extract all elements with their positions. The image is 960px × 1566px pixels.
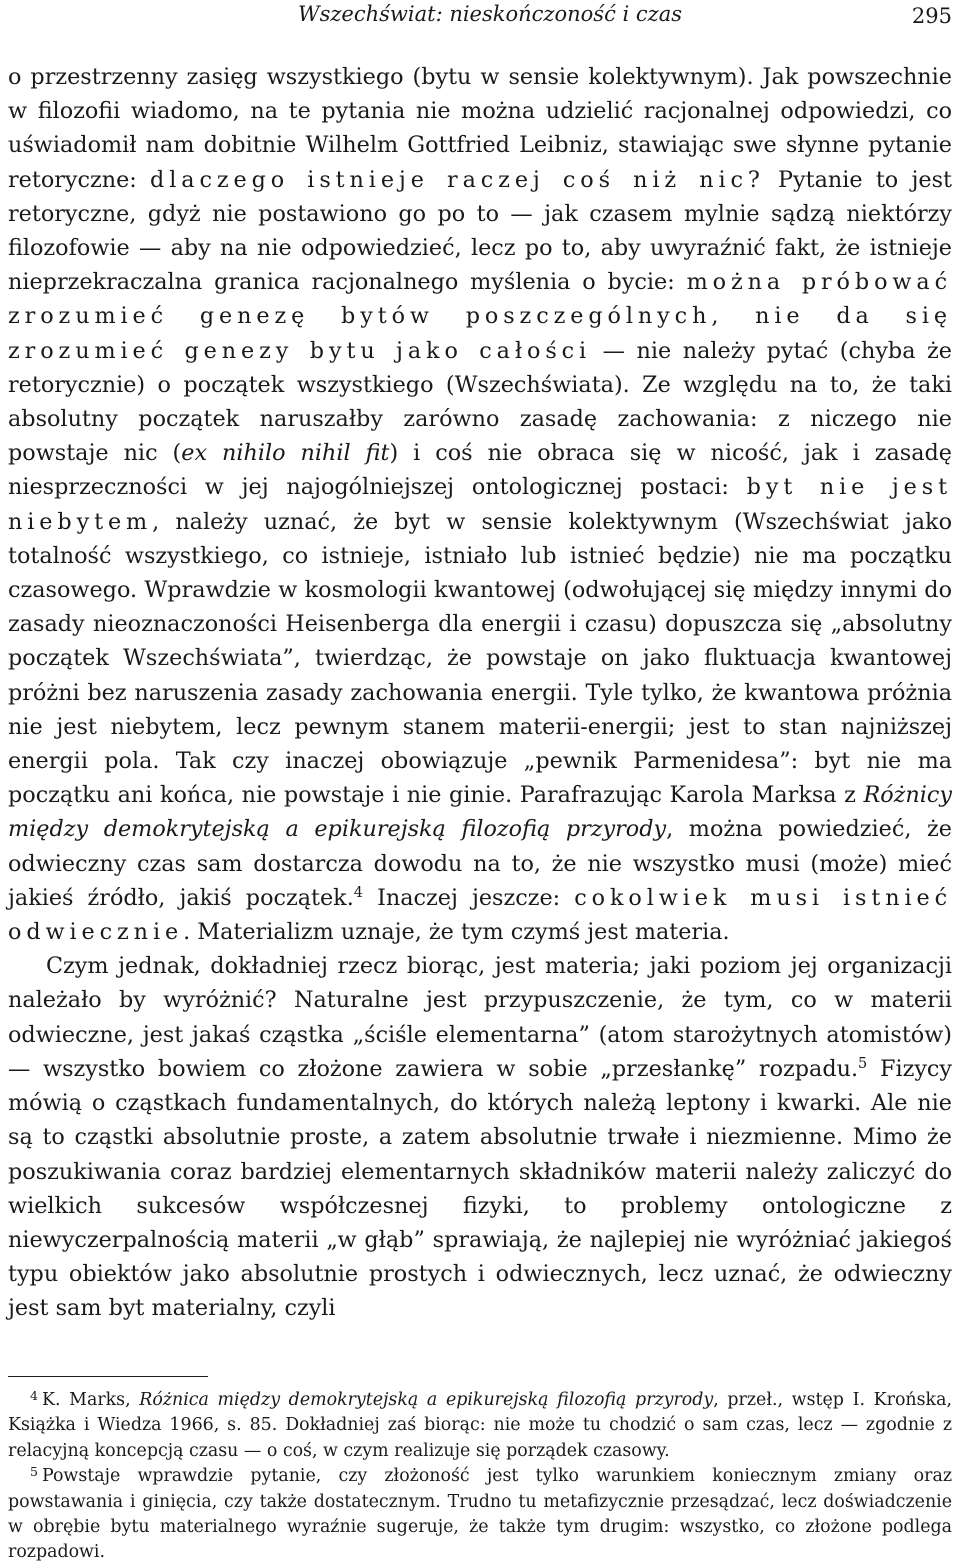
paragraph xyxy=(8,949,952,1325)
text-run: , należy uznać, że byt w sensie kolektywnym (Wszechświat jako totalność wszystkiego, co istnieje, istniało lub istnieć będzie) nie ma początku czasowego. Wprawdzie w kosmologii kwantowej (odwołującej się między innymi do zasady nieoznaczoności Heisenberga dla energii i czasu) dopuszcza się „absolutny początek Wszechświata”, twierdząc, że powstaje on jako fluktuacja kwantowej próżni bez naruszenia zasady zachowania energii. Tyle tylko, że kwantowa próżnia nie jest niebytem, lecz pewnym stanem materii-energii; jest to stan najniższej energii pola. Tak czy inaczej obowiązuje „pewnik Parmenidesa”: byt nie ma początku ani końca, nie powstaje i nie ginie. Parafrazując Karola Marksa z xyxy=(8,508,952,809)
text-run: K. Marks, xyxy=(41,1390,140,1410)
text-run: Fizycy mówią o cząstkach fundamentalnych, do których należą leptony i kwarki. Ale nie są to cząstki absolutnie proste, a zatem absolutnie trwałe i niezmienne. Mimo że poszukiwania coraz bardziej elementarnych składników materii należy zaliczyć do wielkich sukcesów współczesnej fizyki, to problemy ontologiczne z niewyczerpalnością materii „w głąb” sprawiają, że najlepiej nie wyróżniać jakiegoś typu obiektów jako absolutnie prostych i odwiecznych, lecz uznać, że odwieczny jest sam byt materialny, czyli xyxy=(8,1055,952,1322)
text-run: — nie należy pytać (chyba że retorycznie) o początek wszystkiego (Wszechświata). Ze względu na to, że taki absolutny początek naruszałby zarówno zasadę zachowania: z niczego nie powstaje nic ( xyxy=(8,337,952,467)
spaced-emphasis: dlaczego istnieje raczej coś niż nic? xyxy=(150,166,765,193)
text-run: Powstaje wprawdzie pytanie, czy złożoność jest tylko warunkiem koniecznym zmiany oraz powstawania i ginięcia, czy także dostatecznym. Trudno tu metafizycznie przesądzać, lecz doświadczenie w obrębie bytu materialnego wyraźnie sugeruje, że także tym drugim: wszystko, co złożone podlega rozpadowi. xyxy=(8,1466,952,1563)
book-title: Różnica między demokrytejską a epikurejską filozofią przyrody xyxy=(139,1390,714,1410)
paragraph xyxy=(8,60,952,949)
footnote-ref-5[interactable]: 5 xyxy=(858,1055,868,1072)
footnote-separator xyxy=(8,1376,208,1377)
text-run: , przeł., wstęp I. Krońska, Książka i Wiedza 1966, s. 85. Dokładniej zaś biorąc: nie może tu chodzić o sam czas, lecz — zgodnie z relacyjną koncepcją czasu — o coś, w czym realizuje się porządek czasowy. xyxy=(8,1390,952,1461)
page-number: 295 xyxy=(911,4,952,28)
running-header xyxy=(0,0,960,34)
spaced-emphasis: można próbować zrozumieć genezę bytów poszczególnych, nie da się zrozumieć genezy bytu jako całości xyxy=(8,269,952,364)
text-run: . Materializm uznaje, że tym czymś jest materia. xyxy=(183,919,730,946)
text-run: o przestrzenny zasięg wszystkiego (bytu w sensie kolektywnym). Jak powszechnie w filozofii wiadomo, na te pytania nie można udzielić racjonalnej odpowiedzi, co uświadomił nam dobitnie Wilhelm Gottfried Leibniz, stawiając swe słynne pytanie retoryczne: xyxy=(8,64,952,193)
spaced-emphasis: cokolwiek musi istnieć odwiecznie xyxy=(8,884,952,946)
text-run: Czym jednak, dokładniej rzecz biorąc, jest materia; jaki poziom jej organizacji należało by wyróżnić? Naturalne jest przypuszczenie, że tym, co w materii odwieczne, jest jakaś cząstka „ściśle elementarna” (atom starożytnych atomistów) — wszystko bowiem co złożone zawiera w sobie „przesłankę” rozpadu. xyxy=(8,953,952,1082)
text-run: , można powiedzieć, że odwieczny czas sam dostarcza dowodu na to, że nie wszystko musi (może) mieć jakieś źródło, jakiś początek. xyxy=(8,816,952,911)
footnote-number: 4 xyxy=(30,1388,38,1403)
main-text xyxy=(8,60,952,1326)
footnote-ref-4[interactable]: 4 xyxy=(353,884,364,901)
italic-phrase: ex nihilo nihil fit xyxy=(181,440,390,467)
book-title: Różnicy między demokrytejską a epikurejską filozofią przyrody xyxy=(8,782,952,843)
text-run: Pytanie to jest retoryczne, gdyż nie postawiono go po to — jak czasem mylnie sądzą niektórzy filozofowie — aby na nie odpowiedzieć, lecz po to, aby uwyraźnić fakt, że istnieje nieprzekraczalna granica racjonalnego myślenia o bycie: xyxy=(8,166,952,296)
running-title: Wszechświat: nieskończoność i czas xyxy=(298,2,683,26)
footnote-4 xyxy=(8,1388,952,1464)
footnote-5 xyxy=(8,1464,952,1566)
spaced-emphasis: byt nie jest niebytem xyxy=(8,474,952,535)
footnote-number: 5 xyxy=(30,1464,38,1480)
text-run: Inaczej jeszcze: xyxy=(363,884,575,911)
footnotes xyxy=(8,1388,952,1566)
text-run: ) i coś nie obraca się w nicość, jak i zasadę niesprzeczności w jej najogólniejszej ontologicznej postaci: xyxy=(8,440,953,501)
